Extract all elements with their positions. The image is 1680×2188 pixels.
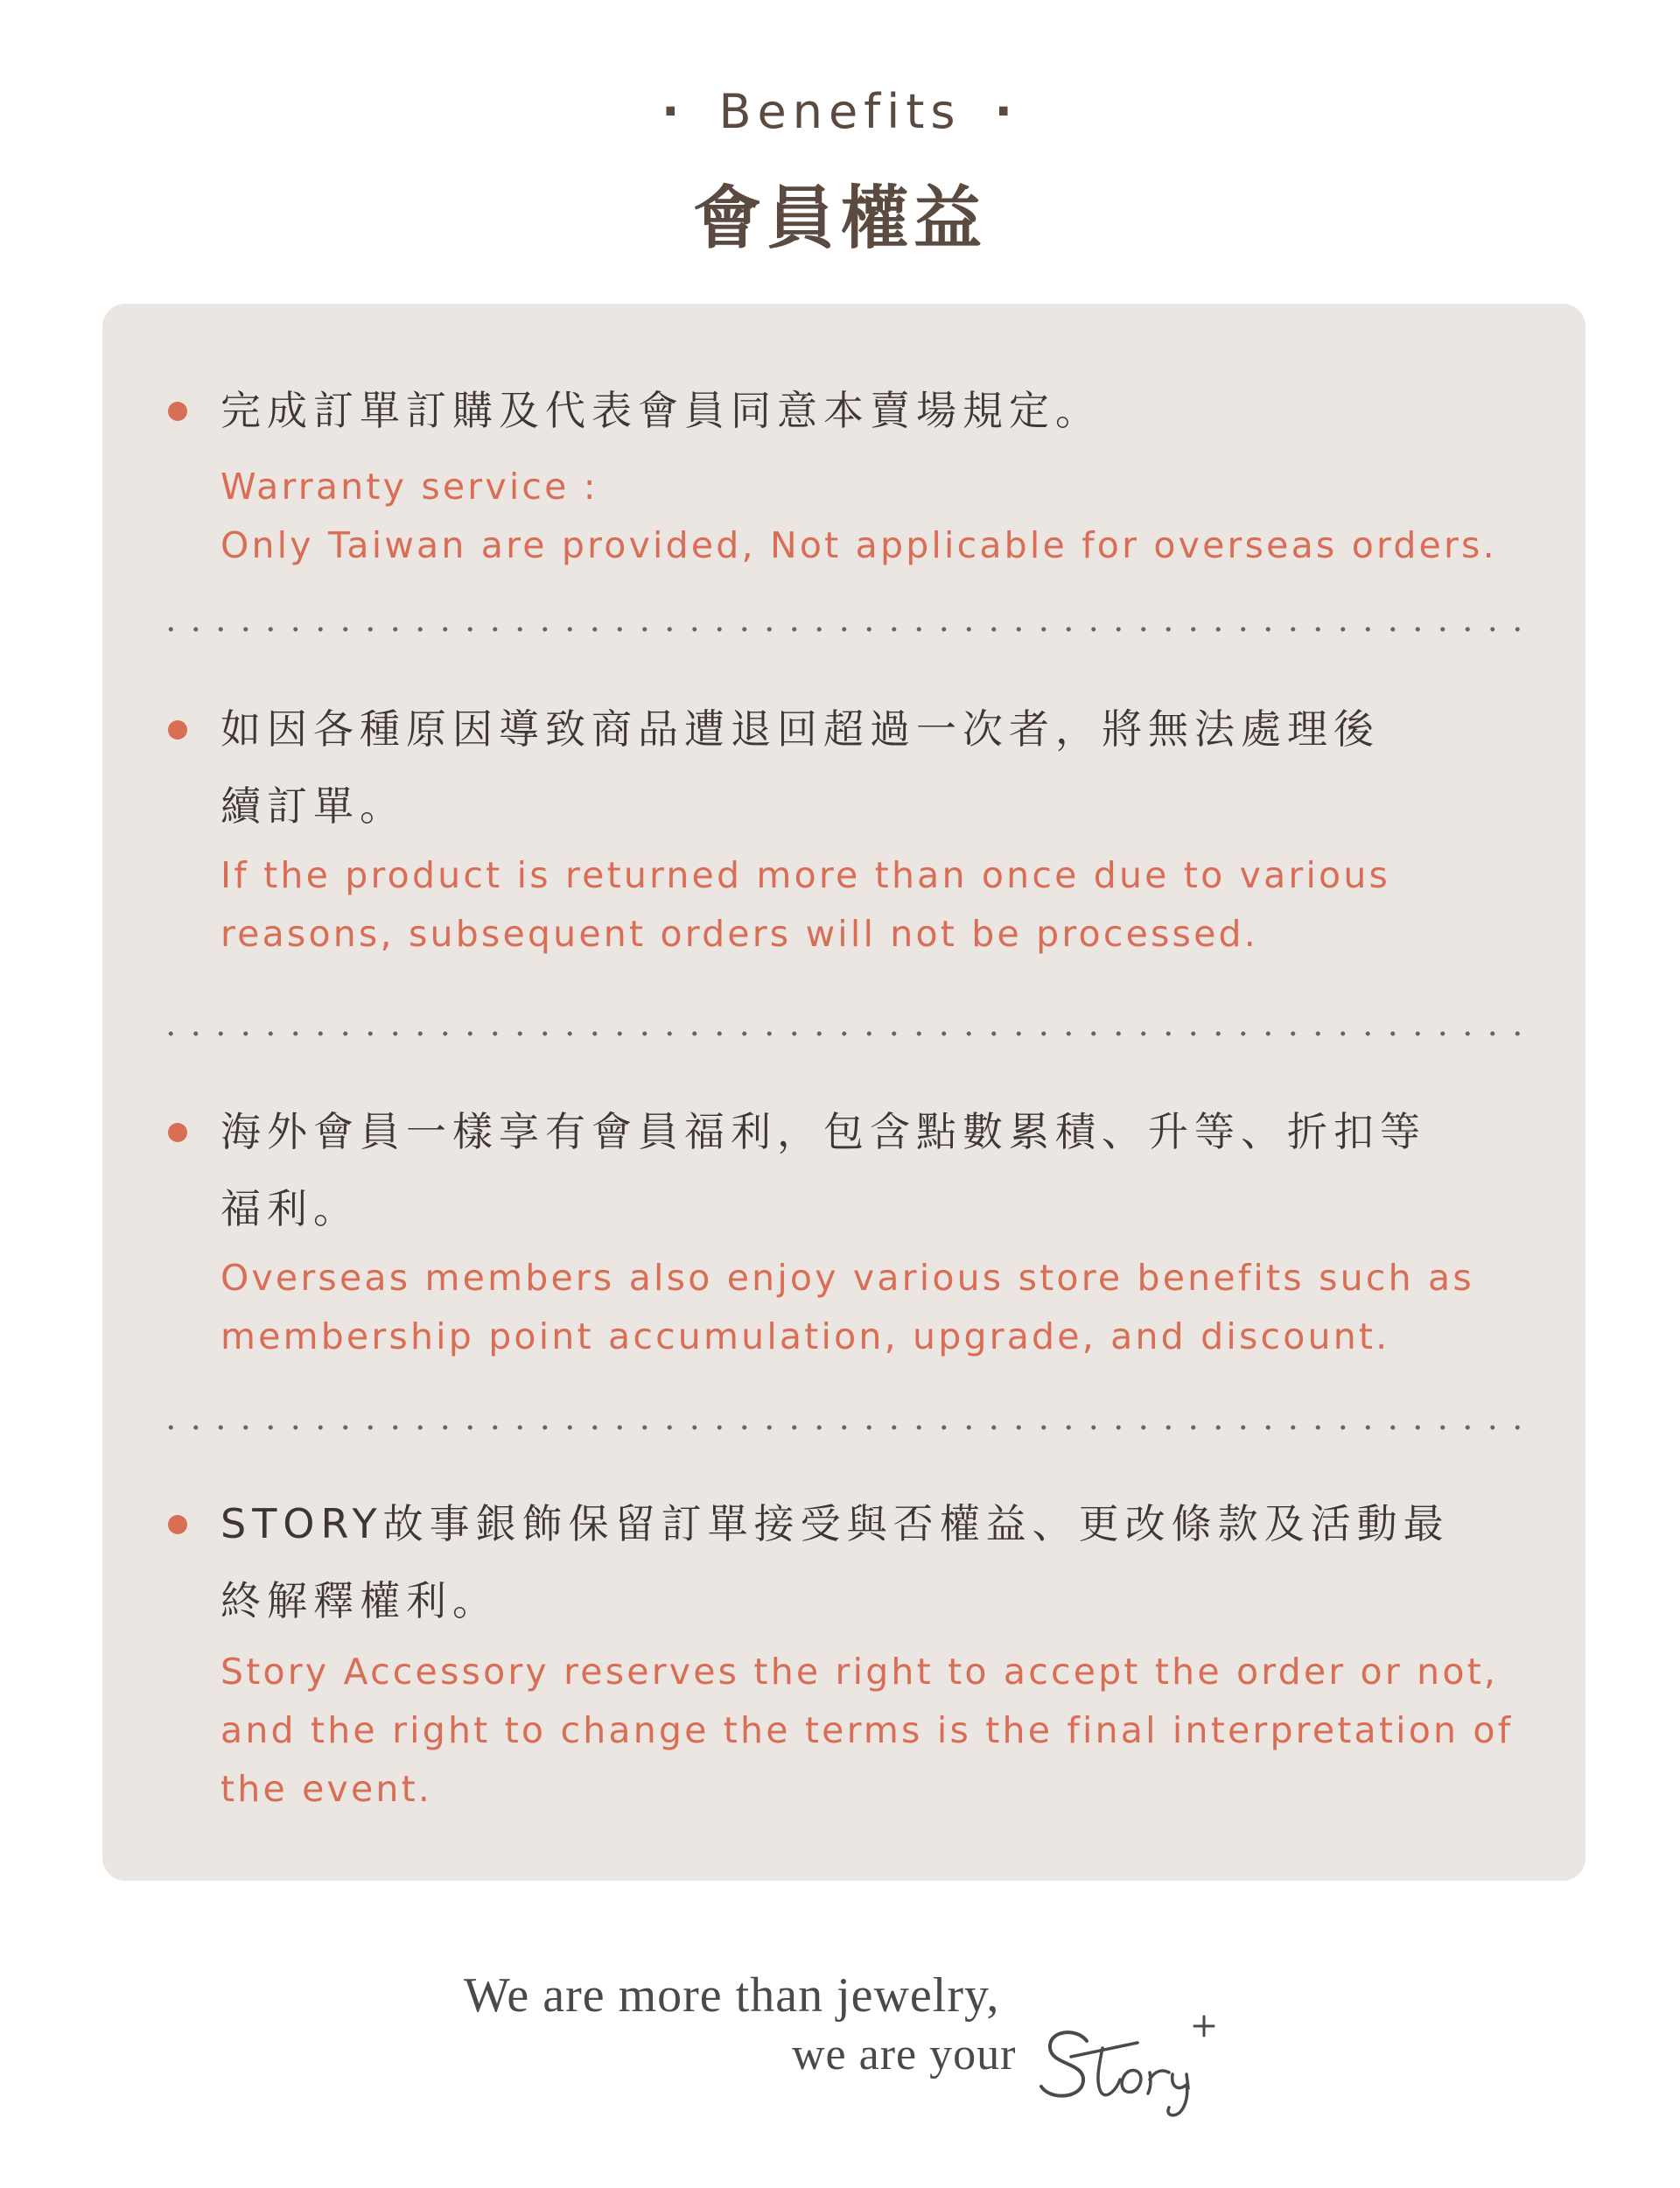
bullet-dot-icon	[168, 720, 187, 740]
benefit-title-zh: STORY故事銀飾保留訂單接受與否權益、更改條款及活動最 終解釋權利。	[220, 1500, 1450, 1624]
benefit-desc-en: Overseas members also enjoy various store benefits such as membership point accumulation, upgrade, and discount.	[220, 1257, 1474, 1357]
benefits-card	[102, 304, 1586, 1881]
subtitle-text: Benefits	[718, 84, 962, 139]
page-title: 會員權益	[692, 179, 987, 258]
benefit-desc-en: If the product is returned more than once due to various reasons, subsequent orders will not be processed.	[220, 854, 1391, 955]
dotted-divider	[158, 1424, 1532, 1431]
section-subtitle	[0, 86, 1680, 138]
story-logo-icon	[1032, 2004, 1234, 2118]
benefit-title-zh: 完成訂單訂購及代表會員同意本賣場規定。	[220, 387, 1102, 434]
benefit-desc-en: Warranty service : Only Taiwan are provided, Not applicable for overseas orders.	[220, 466, 1497, 566]
footer-tagline-line2: we are your	[792, 2030, 1017, 2079]
benefit-desc-en: Story Accessory reserves the right to accept the order or not, and the right to change the terms is the final interpretation of the event.	[220, 1651, 1514, 1810]
benefit-title-zh: 如因各種原因導致商品遭退回超過一次者，將無法處理後 續訂單。	[220, 705, 1380, 830]
benefit-title-zh: 海外會員一樣享有會員福利，包含點數累積、升等、折扣等 福利。	[220, 1108, 1426, 1232]
bullet-dot-icon	[168, 402, 187, 421]
dotted-divider	[158, 1030, 1532, 1037]
dotted-divider	[158, 626, 1532, 633]
bullet-dot-icon	[168, 1123, 187, 1142]
footer-tagline-line1: We are more than jewelry,	[464, 1968, 1000, 2023]
bullet-dot-icon	[168, 1515, 187, 1534]
subtitle-dot-right: ·	[994, 84, 1019, 139]
subtitle-dot-left: ·	[661, 84, 686, 139]
